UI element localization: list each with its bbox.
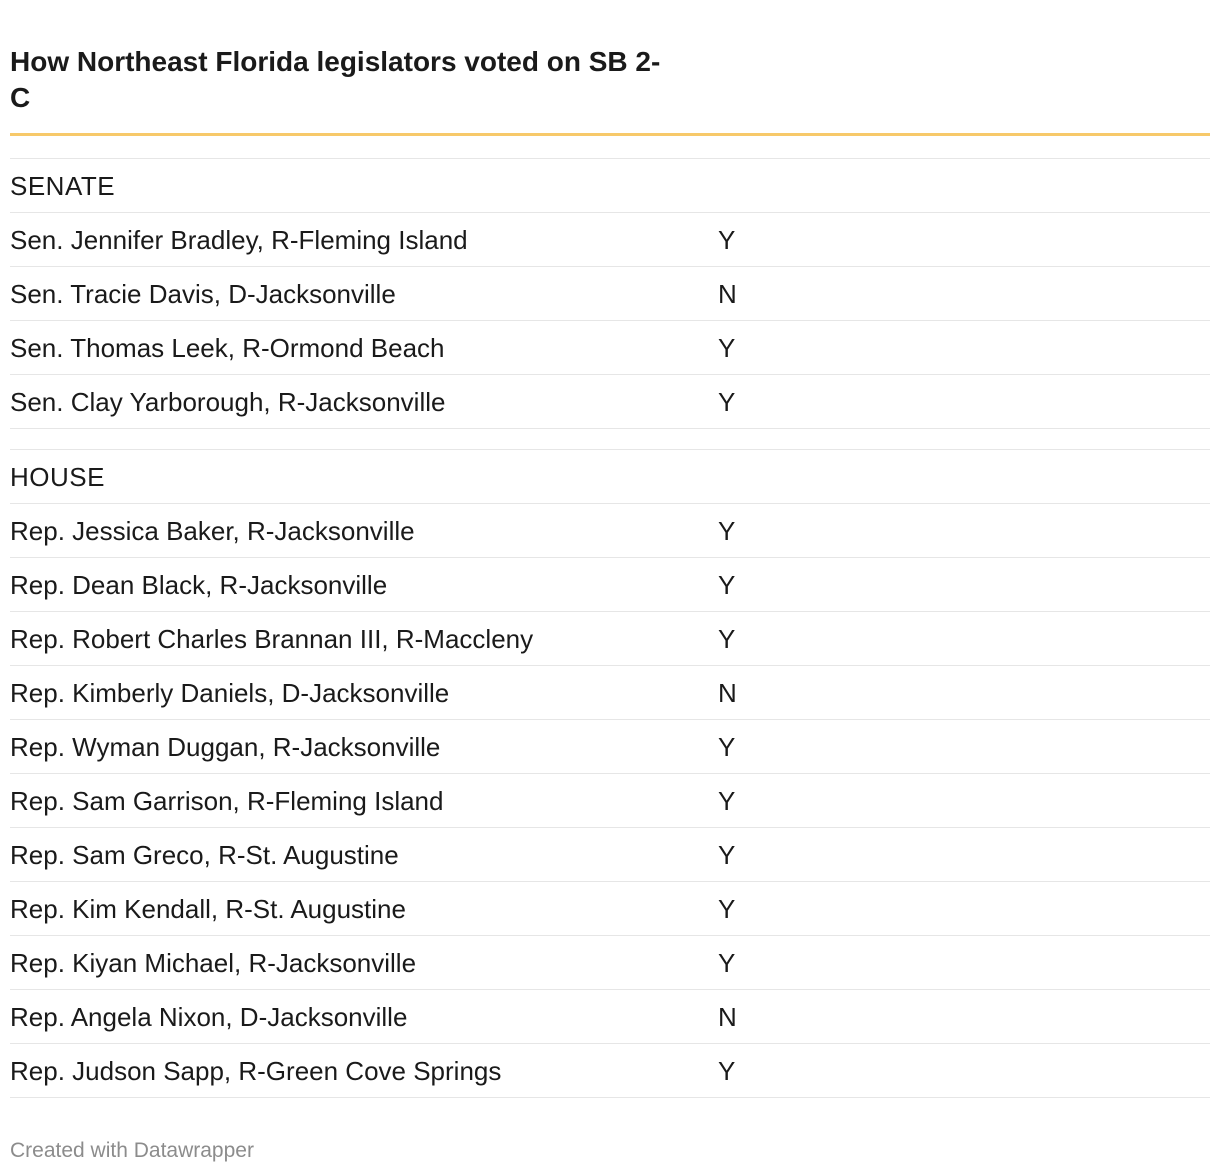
section-label: HOUSE — [10, 462, 105, 492]
chart-title: How Northeast Florida legislators voted on SB 2-C — [10, 46, 661, 113]
vote-value: Y — [718, 948, 736, 978]
vote-value: Y — [718, 570, 736, 600]
legislator-name: Rep. Jessica Baker, R-Jacksonville — [10, 516, 415, 546]
legislator-name: Rep. Kimberly Daniels, D-Jacksonville — [10, 678, 450, 708]
vote-value: Y — [718, 840, 736, 870]
vote-table — [10, 158, 1210, 1098]
table-row — [10, 989, 1210, 1043]
legislator-name: Rep. Sam Garrison, R-Fleming Island — [10, 786, 444, 816]
section-header-senate — [10, 158, 1210, 212]
legislator-name: Rep. Wyman Duggan, R-Jacksonville — [10, 732, 441, 762]
footer-credit: Created with Datawrapper — [10, 1139, 254, 1162]
section-spacer — [10, 429, 1210, 449]
legislator-name: Sen. Clay Yarborough, R-Jacksonville — [10, 387, 446, 417]
legislator-name: Rep. Sam Greco, R-St. Augustine — [10, 840, 399, 870]
legislator-name: Sen. Jennifer Bradley, R-Fleming Island — [10, 225, 468, 255]
vote-value: N — [718, 678, 737, 708]
table-row — [10, 881, 1210, 935]
legislator-name: Sen. Thomas Leek, R-Ormond Beach — [10, 333, 445, 363]
table-row — [10, 374, 1210, 429]
legislator-name: Rep. Dean Black, R-Jacksonville — [10, 570, 388, 600]
vote-value: Y — [718, 1056, 736, 1086]
table-row — [10, 719, 1210, 773]
vote-value: Y — [718, 732, 736, 762]
table-row — [10, 266, 1210, 320]
table-row — [10, 827, 1210, 881]
table-row — [10, 611, 1210, 665]
vote-value: N — [718, 279, 737, 309]
table-row — [10, 935, 1210, 989]
legislator-name: Sen. Tracie Davis, D-Jacksonville — [10, 279, 396, 309]
table-row — [10, 773, 1210, 827]
vote-value: Y — [718, 894, 736, 924]
legislator-name: Rep. Kim Kendall, R-St. Augustine — [10, 894, 406, 924]
vote-value: Y — [718, 786, 736, 816]
legislator-name: Rep. Robert Charles Brannan III, R-Maccleny — [10, 624, 534, 654]
table-row — [10, 557, 1210, 611]
vote-value: N — [718, 1002, 737, 1032]
vote-value: Y — [718, 333, 736, 363]
legislator-name: Rep. Kiyan Michael, R-Jacksonville — [10, 948, 417, 978]
vote-value: Y — [718, 516, 736, 546]
table-row — [10, 1043, 1210, 1098]
legislator-name: Rep. Judson Sapp, R-Green Cove Springs — [10, 1056, 502, 1086]
section-label: SENATE — [10, 171, 116, 201]
vote-value: Y — [718, 225, 736, 255]
vote-value: Y — [718, 387, 736, 417]
legislator-name: Rep. Angela Nixon, D-Jacksonville — [10, 1002, 408, 1032]
table-row — [10, 503, 1210, 557]
table-row — [10, 212, 1210, 266]
table-row — [10, 665, 1210, 719]
section-header-house — [10, 449, 1210, 503]
table-row — [10, 320, 1210, 374]
vote-value: Y — [718, 624, 736, 654]
title-accent-rule — [10, 133, 1210, 136]
